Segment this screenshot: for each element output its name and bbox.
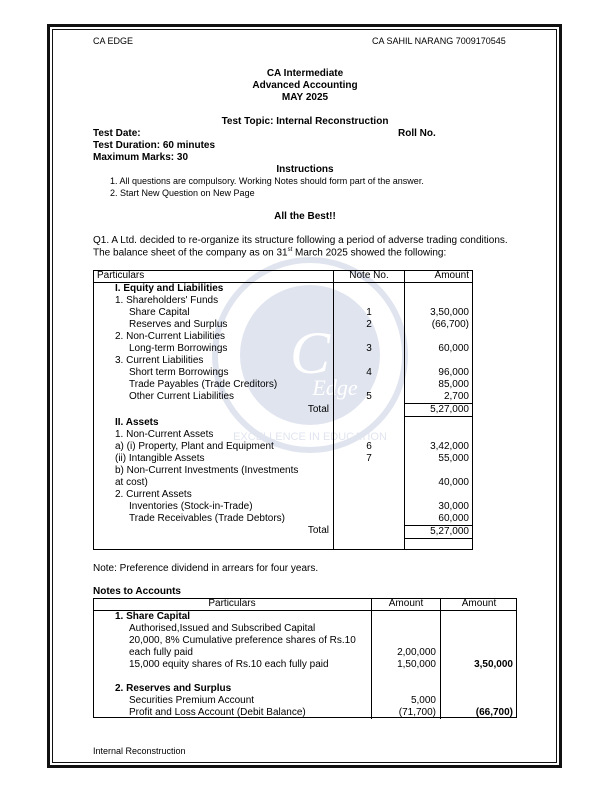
attempt-title: MAY 2025: [281, 92, 329, 103]
table-row: 20,000, 8% Cumulative preference shares of Rs.10: [93, 635, 517, 647]
table-row: b) Non-Current Investments (Investments: [93, 465, 473, 477]
roll-no-label: Roll No.: [398, 128, 436, 139]
test-date-label: Test Date:: [93, 128, 141, 139]
table-row: a) (i) Property, Plant and Equipment 6 3,42,000: [93, 441, 473, 453]
instruction-item: 1. All questions are compulsory. Working Notes should form part of the answer.: [110, 176, 424, 186]
table-row: 2. Reserves and Surplus: [93, 683, 517, 695]
table-row: Authorised,Issued and Subscribed Capital: [93, 623, 517, 635]
table-row: Short term Borrowings 4 96,000: [93, 367, 473, 379]
column-header: Amount: [372, 598, 441, 611]
table-header-row: [93, 270, 473, 283]
table-row: Inventories (Stock-in-Trade) 30,000: [93, 501, 473, 513]
table-row: Share Capital 1 3,50,000: [93, 307, 473, 319]
column-header: Amount: [405, 270, 474, 283]
table-row: 1. Non-Current Assets: [93, 429, 473, 441]
svg-text:C: C: [289, 320, 331, 386]
table-row: each fully paid 2,00,000: [93, 647, 517, 659]
header-right: CA SAHIL NARANG 7009170545: [372, 36, 506, 46]
question-line-1: Q1. A Ltd. decided to re-organize its structure following a period of adverse trading conditions.: [93, 235, 508, 246]
table-row: 15,000 equity shares of Rs.10 each fully paid 1,50,000 3,50,000: [93, 659, 517, 671]
closing-line: All the Best!!: [274, 211, 336, 222]
table-row: I. Equity and Liabilities: [93, 283, 473, 296]
question-line-2: The balance sheet of the company as on 31st March 2025 showed the following:: [93, 247, 447, 259]
svg-text:EXCELLENCE IN EDUCATION: EXCELLENCE IN EDUCATION: [233, 431, 387, 443]
table-row: Other Current Liabilities 5 2,700: [93, 391, 473, 404]
column-header: Particulars: [93, 598, 372, 611]
table-row: (ii) Intangible Assets 7 55,000: [93, 453, 473, 465]
header-left: CA EDGE: [93, 36, 134, 46]
test-duration: Test Duration: 60 minutes: [93, 140, 216, 151]
table-header-row: [93, 598, 517, 611]
note-text: Note: Preference dividend in arrears for four years.: [93, 563, 319, 574]
test-topic: Test Topic: Internal Reconstruction: [221, 116, 389, 127]
table-row: Reserves and Surplus 2 (66,700): [93, 319, 473, 331]
table-row: 2. Non-Current Liabilities: [93, 331, 473, 343]
course-title: CA Intermediate: [266, 68, 344, 79]
max-marks: Maximum Marks: 30: [93, 152, 189, 163]
table-row: 3. Current Liabilities: [93, 355, 473, 367]
table-row: 1. Share Capital: [93, 611, 517, 624]
table-row: Trade Receivables (Trade Debtors) 60,000: [93, 513, 473, 526]
table-row: Securities Premium Account 5,000: [93, 695, 517, 707]
total-row: Total 5,27,000: [93, 525, 473, 538]
instructions-heading: Instructions: [276, 164, 334, 175]
svg-text:Edge: Edge: [312, 375, 358, 400]
column-header: Particulars: [93, 270, 334, 283]
table-row: Trade Payables (Trade Creditors) 85,000: [93, 379, 473, 391]
notes-heading: Notes to Accounts: [93, 586, 181, 597]
table-row: II. Assets: [93, 417, 473, 429]
table-row: 1. Shareholders' Funds: [93, 295, 473, 307]
instruction-item: 2. Start New Question on New Page: [110, 188, 255, 198]
table-row: Long-term Borrowings 3 60,000: [93, 343, 473, 355]
table-row: at cost) 40,000: [93, 477, 473, 489]
balance-sheet-table: [93, 270, 473, 550]
table-row: 2. Current Assets: [93, 489, 473, 501]
footer-text: Internal Reconstruction: [93, 746, 186, 756]
table-row: Profit and Loss Account (Debit Balance) (71,700) (66,700): [93, 707, 517, 719]
subject-title: Advanced Accounting: [252, 80, 358, 91]
column-header: Amount: [441, 598, 518, 611]
column-header: Note No.: [334, 270, 405, 283]
notes-table: [93, 598, 517, 719]
total-row: Total 5,27,000: [93, 404, 473, 417]
